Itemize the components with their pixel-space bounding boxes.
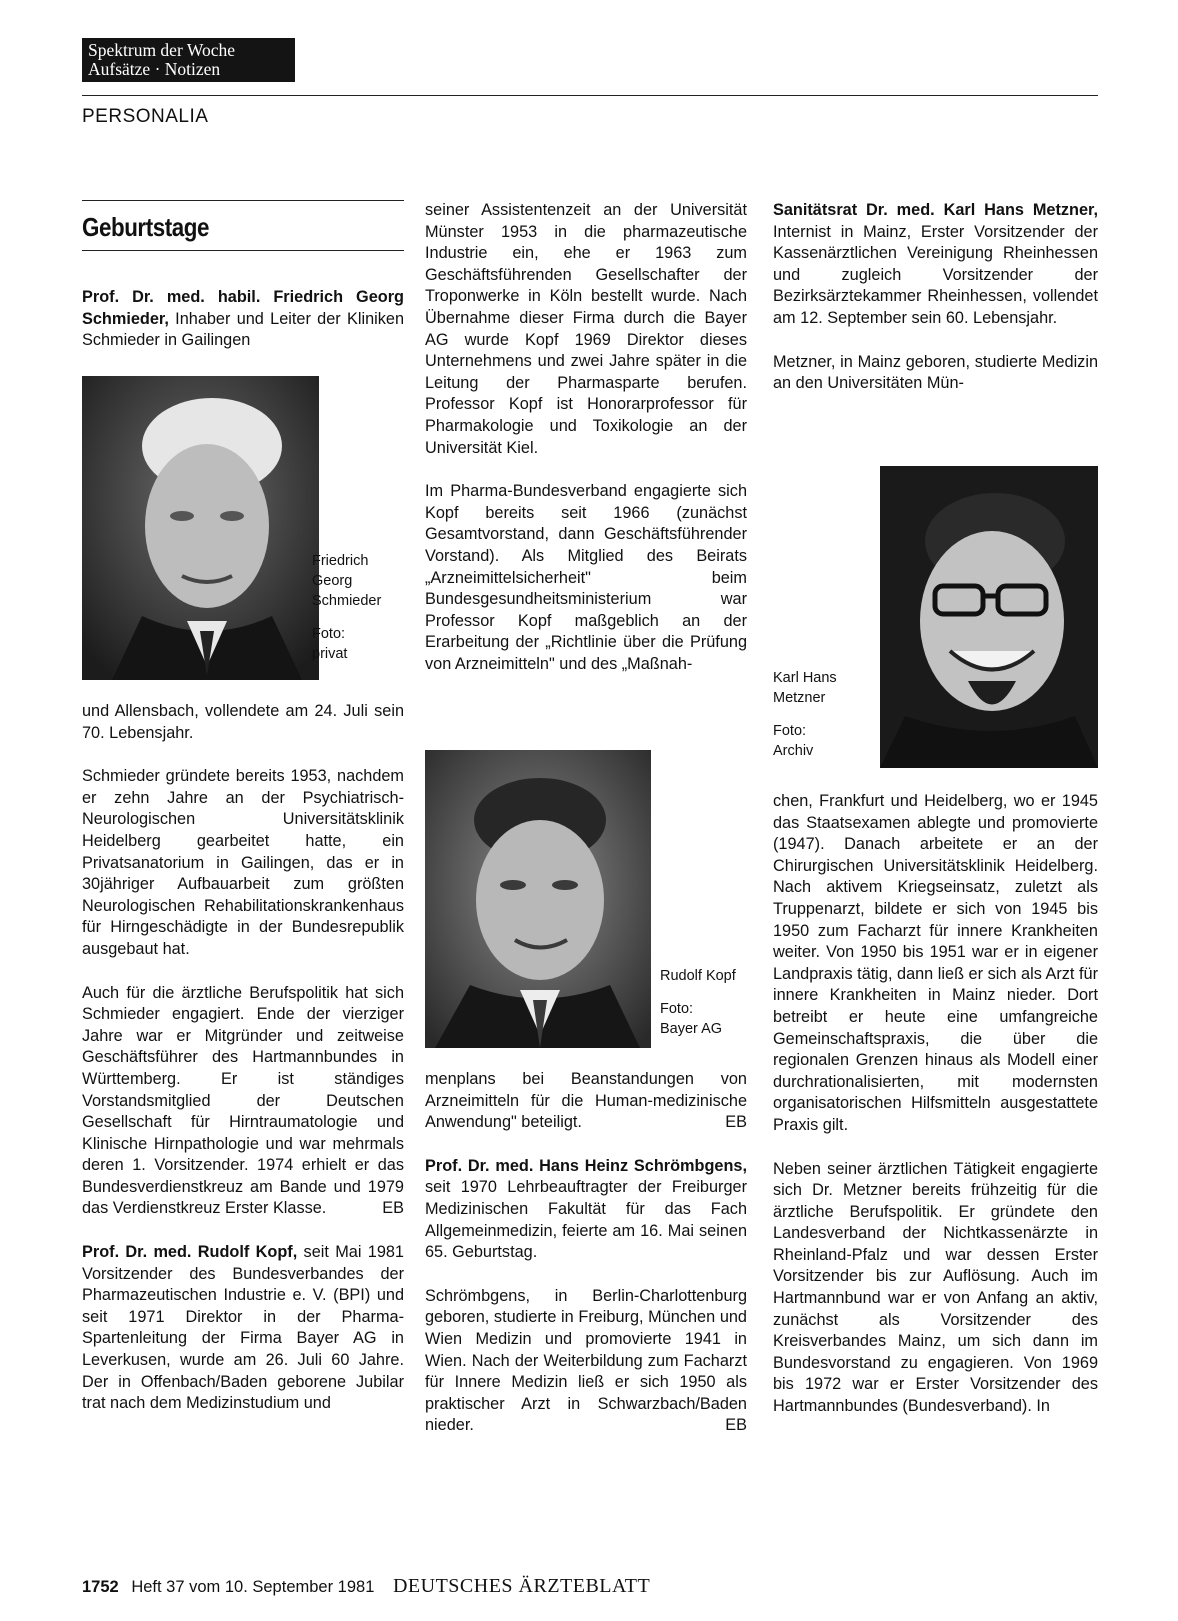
caption-line: Metzner (773, 690, 826, 706)
paragraph-text: seit Mai 1981 Vorsitzender des Bundesverbandes der Pharmazeutischen Industrie e. V. (BPI) und seit 1971 Direktor in der Pharma-Spartenleitung der Firma Bayer AG in Leverkusen, wurde am 26. Juli 60 Jahre. Der in Offenbach/Baden geborene Jubilar trat nach dem Medizinstudium und (82, 1243, 404, 1413)
paragraph: Im Pharma-Bundesverband engagierte sich Kopf bereits seit 1966 (zunächst Gesamtvorstand, dann Geschäftsführender Vorstand). Als Mitglied des Beirats „Arzneimittelsicherheit" beim Bundesgesundheitsministerium war Professor Kopf maßgeblich an der Erarbeitung der „Richtlinie über die Prüfung von Arzneimitteln" und des „Maßnah- (425, 482, 747, 673)
column-1-top (82, 287, 404, 352)
paragraph-text: menplans bei Beanstandungen von Arzneimitteln für die Human-medizinische Anwendung" beteiligt. (425, 1070, 747, 1132)
photo-kopf (425, 750, 651, 1048)
paragraph-text: Inhaber und Leiter der Kliniken Schmieder in Gailingen (82, 309, 404, 350)
paragraph: chen, Frankfurt und Heidelberg, wo er 1945 das Staatsexamen ablegte und promovierte (1947). Danach arbeitete er an der Chirurgischen Universitätsklinik Heidelberg. Nach aktivem Kriegseinsatz, zuletzt als Truppenarzt, bildete er sich von 1945 bis 1950 zum Facharzt für innere Krankheiten weiter. Von 1950 bis 1951 war er in eigener Landpraxis tätig, dann ließ er sich als Arzt für innere Krankheiten in Mainz nieder. Dort betreibt er heute eine umfangreiche Gemeinschaftspraxis, die über die regionalen Grenzen hinaus als Modell einer durchrationalisierten, mit modernsten organisatorischen Hilfsmitteln ausgestattete Praxis gilt. (773, 792, 1098, 1134)
caption-credit-label: Foto: (312, 626, 346, 642)
rubric-line-1: Spektrum der Woche (88, 40, 235, 60)
column-3-top (773, 200, 1098, 395)
paragraph-text: Schrömbgens, in Berlin-Charlottenburg geboren, studierte in Freiburg, München und Wien Medizin und promovierte 1941 in Wien. Nach der Weiterbildung zum Facharzt für Innere Medizin ließ er sich 1950 als praktischer Arzt in Schwarzbach/Baden nieder. (425, 1286, 747, 1435)
photo-metzner (880, 466, 1098, 768)
caption-line: Schmieder (312, 593, 382, 609)
person-name: Sanitätsrat Dr. med. Karl Hans Metzner, (773, 201, 1098, 219)
paragraph (425, 1069, 747, 1134)
paragraph-text: Internist in Mainz, Erster Vorsitzender der Kassenärztlichen Vereinigung Rheinhessen und zugleich Vorsitzender der Bezirksärztekammer Rheinhessen, vollendet am 12. September sein 60. Lebensjahr. (773, 222, 1098, 327)
page-number: 1752 (82, 1578, 119, 1596)
paragraph: und Allensbach, vollendete am 24. Juli sein 70. Lebensjahr. (82, 702, 404, 742)
paragraph: Metzner, in Mainz geboren, studierte Medizin an den Universitäten Mün- (773, 352, 1098, 393)
paragraph (773, 200, 1098, 330)
person-name: Prof. Dr. med. Hans Heinz Schrömbgens, (425, 1156, 747, 1175)
journal-name: DEUTSCHES ÄRZTEBLATT (392, 1575, 651, 1597)
paragraph (425, 1286, 747, 1437)
caption-credit: Archiv (773, 743, 814, 759)
column-1-bottom (82, 701, 404, 1415)
paragraph: Schmieder gründete bereits 1953, nachdem er zehn Jahre an der Psychiatrisch-Neurologischen Universitätsklinik Heidelberg gearbeitet hatte, ein Privatsanatorium in Gailingen, das er in 30jähriger Aufbauarbeit zum größten Neurologischen Rehabilitationskrankenhaus für Hirngeschädigte in der Bundesrepublik ausgebaut hat. (82, 767, 404, 958)
paragraph: Neben seiner ärztlichen Tätigkeit engagierte sich Dr. Metzner bereits frühzeitig für die ärztliche Berufspolitik. Er gründete den Landesverband der Nichtkassenärzte in Rheinland-Pfalz und war dessen Erster Vorsitzender bis zur Auflösung. Auch im Hartmannbund war er von Anfang an aktiv, zunächst als Vorsitzender des Kreisverbandes Mainz, um sich dann im Bundesvorstand zu engagieren. Von 1969 bis 1972 war er Erster Vorsitzender des Hartmannbundes (Bundesverband). In (773, 1159, 1098, 1416)
caption-line: Rudolf Kopf (660, 968, 736, 984)
author-sign: EB (725, 1113, 747, 1132)
rubric-box (82, 38, 295, 82)
paragraph (425, 1156, 747, 1264)
page-footer (82, 1575, 772, 1598)
column-3-bottom (773, 791, 1098, 1418)
caption-credit-label: Foto: (660, 1001, 694, 1017)
caption-kopf (660, 966, 736, 1039)
caption-schmieder (312, 551, 381, 664)
section-title: PERSONALIA (82, 106, 209, 127)
rubric-line-2: Aufsätze · Notizen (88, 59, 221, 79)
paragraph: seiner Assistentenzeit an der Universität Münster 1953 in die pharmazeutische Industrie ein, ehe er 1963 zum Geschäftsführenden Gesellschafter der Troponwerke in Köln bestellt wurde. Nach Übernahme dieser Firma durch die Bayer AG wurde Kopf 1969 Direktor dieses Unternehmens und zwei Jahre später in die Leitung der Pharmasparte berufen. Professor Kopf ist Honorarprofessor für Pharmakologie und Toxikologie an der Universität Kiel. (425, 201, 747, 457)
header-rule (82, 95, 1098, 96)
column-2-bottom (425, 1069, 747, 1437)
caption-metzner (773, 668, 837, 761)
paragraph-text: Auch für die ärztliche Berufspolitik hat sich Schmieder engagiert. Ende der vierziger Jahre war er Mitgründer und zeitweise Geschäftsführer des Hartmannbundes in Württemberg. Er ist ständiges Vorstandsmitglied der Deutschen Gesellschaft für Hirntraumatologie und Klinische Hirnpathologie und war mehrmals deren 1. Vorsitzender. 1974 erhielt er das Bundesverdienstkreuz am Bande und 1979 das Verdienstkreuz Erster Klasse. (82, 983, 404, 1218)
photo-schmieder (82, 376, 319, 680)
caption-line: Georg (312, 573, 353, 589)
issue-info: Heft 37 vom 10. September 1981 (131, 1578, 375, 1596)
column-2-top (425, 200, 747, 675)
caption-line: Friedrich (312, 553, 369, 569)
heading-rule-bottom (82, 250, 404, 251)
person-name: Prof. Dr. med. habil. Friedrich Georg Schmieder, (82, 288, 404, 328)
paragraph (82, 983, 404, 1221)
caption-line: Karl Hans (773, 670, 837, 686)
heading-rule-top (82, 200, 404, 201)
paragraph (82, 287, 404, 352)
article-heading: Geburtstage (82, 212, 209, 242)
author-sign: EB (382, 1199, 404, 1218)
paragraph (82, 1242, 404, 1415)
person-name: Prof. Dr. med. Rudolf Kopf, (82, 1243, 298, 1262)
paragraph-text: seit 1970 Lehrbeauftragter der Freiburger Medizinischen Fakultät für das Fach Allgemeinmedizin, feierte am 16. Mai seinen 65. Geburtstag. (425, 1178, 747, 1262)
author-sign: EB (725, 1416, 747, 1435)
caption-credit: privat (312, 646, 348, 662)
caption-credit-label: Foto: (773, 723, 807, 739)
caption-credit: Bayer AG (660, 1021, 723, 1037)
